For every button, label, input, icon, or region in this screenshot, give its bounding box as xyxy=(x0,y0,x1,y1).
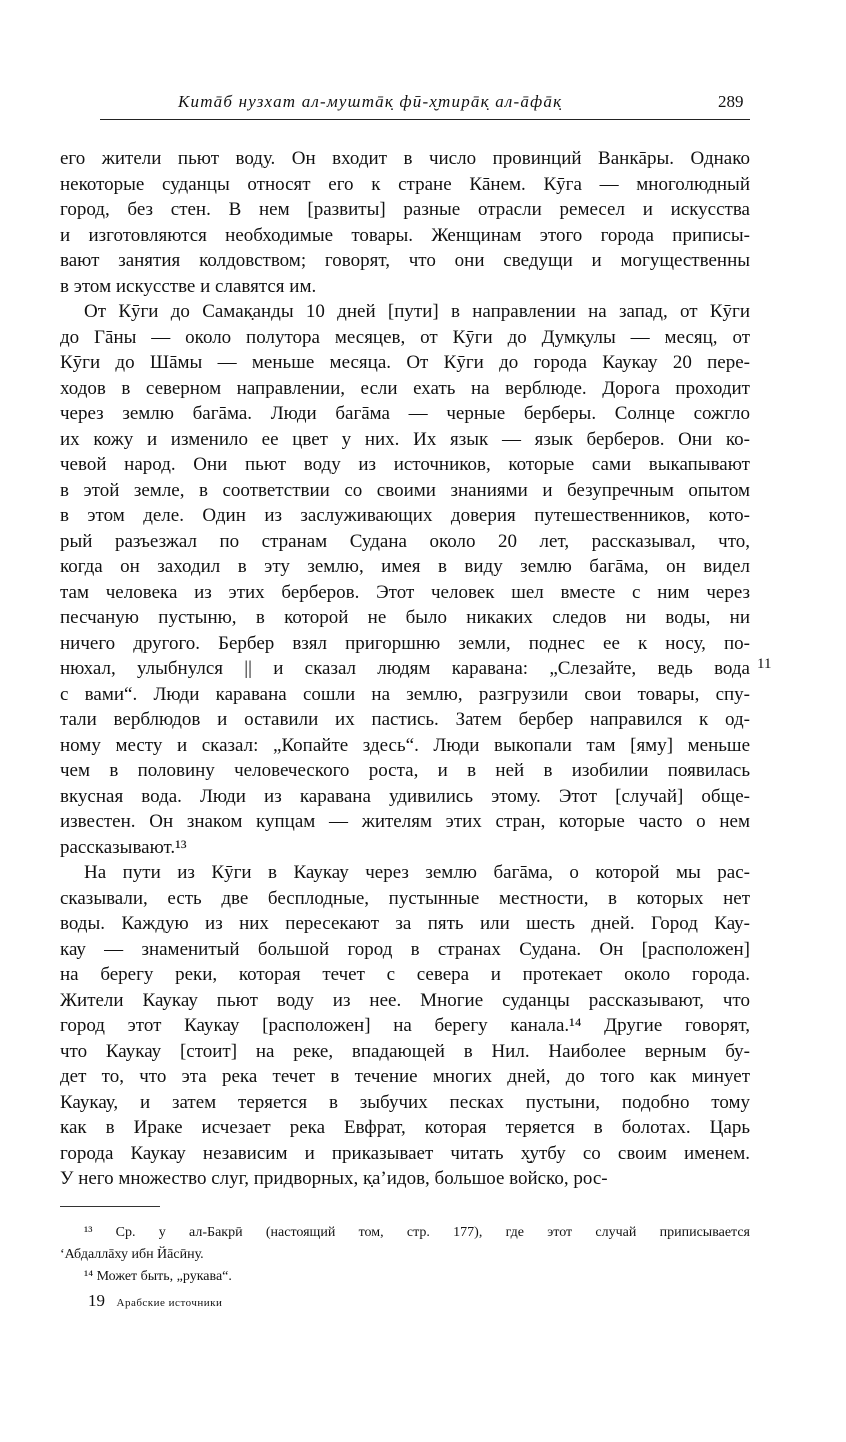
text-line: вают занятия колдовством; говорят, что они сведущи и могущественны xyxy=(60,250,750,271)
margin-page-marker: 11 xyxy=(757,656,772,672)
text-line: От Кӯги до Самак̣анды 10 дней [пути] в направлении на запад, от Кӯги xyxy=(84,301,750,322)
text-line: в этой земле, в соответствии со своими знаниями и безупречным опытом xyxy=(60,479,750,501)
text-line: У него множество слуг, придворных, к̣а’идов, большое войско, рос- xyxy=(60,1168,608,1189)
text-line: Каукау, и затем теряется в зыбучих песках пустыни, подобно тому xyxy=(60,1091,750,1113)
page-number: 289 xyxy=(718,92,744,111)
text-line: сказывали, есть две бесплодные, пустынные местности, в которых нет xyxy=(60,887,750,909)
text-line: некоторые суданцы относят его к стране Кāнем. Кӯга — многолюдный xyxy=(60,173,750,195)
footnote-line: ‘Абдаллāху ибн Йāсӣну. xyxy=(60,1247,204,1262)
text-line: Кӯги до Шāмы — меньше месяца. От Кӯги до города Каукау 20 пере- xyxy=(60,352,750,373)
header-rule xyxy=(100,119,750,120)
text-line: ничего другого. Бербер взял пригоршню земли, поднес ее к носу, по- xyxy=(60,632,750,654)
text-line: в этом искусстве и славятся им. xyxy=(60,275,317,297)
text-line: там человека из этих берберов. Этот человек шел вместе с ним через xyxy=(60,581,750,603)
footnote-rule xyxy=(60,1206,160,1207)
text-line: через землю багāма. Люди багāма — черные берберы. Солнце сожгло xyxy=(60,403,750,424)
text-line: рассказывают.¹³ xyxy=(60,836,187,858)
running-title: Китāб нузхат ал-муштāк̣ фӣ-х̮тирāк̣ ал-āфāк̣ xyxy=(178,92,563,111)
signature-number: 19 xyxy=(88,1291,105,1310)
text-line: воды. Каждую из них пересекают за пять или шесть дней. Город Кау- xyxy=(60,913,750,934)
text-line: чевой народ. Они пьют воду из источников, которые сами выкапывают xyxy=(60,454,750,475)
text-line: города Каукау независим и приказывает читать х̮утбу со своим именем. xyxy=(60,1142,750,1164)
text-line: как в Ираке исчезает река Евфрат, которая теряется в болотах. Царь xyxy=(60,1117,750,1138)
text-line: на берегу реки, которая течет с севера и протекает около города. xyxy=(60,964,750,985)
text-line: рый разъезжал по странам Судана около 20 лет, рассказывал, что, xyxy=(60,530,750,552)
text-line: нюхал, улыбнулся || и сказал людям каравана: „Слезайте, ведь вода xyxy=(60,658,750,679)
text-line: и изготовляются необходимые товары. Женщинам этого города приписы- xyxy=(60,224,750,246)
text-line: дет то, что эта река течет в течение многих дней, до того как минует xyxy=(60,1066,750,1087)
text-line: кау — знаменитый большой город в странах Судана. Он [расположен] xyxy=(60,938,750,960)
main-text xyxy=(60,146,750,1192)
printer-signature xyxy=(88,1291,222,1311)
text-line: ходов в северном направлении, если ехать на верблюде. Дорога проходит xyxy=(60,377,750,399)
text-line: в этом деле. Один из заслуживающих доверия путешественников, кото- xyxy=(60,505,750,526)
signature-text: Арабские источники xyxy=(116,1297,223,1309)
footnotes xyxy=(60,1222,750,1288)
text-line: чем в половину человеческого роста, и в ней в изобилии появилась xyxy=(60,760,750,781)
text-line: На пути из Кӯги в Каукау через землю багāма, о которой мы рас- xyxy=(84,862,750,883)
text-line: с вами“. Люди каравана сошли на землю, разгрузили свои товары, спу- xyxy=(60,683,750,705)
text-line: их кожу и изменило ее цвет у них. Их язык — язык берберов. Они ко- xyxy=(60,428,750,450)
text-line: известен. Он знаком купцам — жителям этих стран, которые часто о нем xyxy=(60,811,750,832)
text-line: ному месту и сказал: „Копайте здесь“. Люди выкопали там [яму] меньше xyxy=(60,734,750,756)
text-line: город, без стен. В нем [развиты] разные отрасли ремесел и искусства xyxy=(60,199,750,220)
footnote-line: ¹⁴ Может быть, „рукава“. xyxy=(84,1269,232,1284)
text-line: песчаную пустыню, в которой не было никаких следов ни воды, ни xyxy=(60,607,750,628)
text-line: когда он заходил в эту землю, имея в виду землю багāма, он видел xyxy=(60,556,750,577)
text-line: город этот Каукау [расположен] на берегу канала.¹⁴ Другие говорят, xyxy=(60,1015,750,1036)
text-line: Жители Каукау пьют воду из нее. Многие суданцы рассказывают, что xyxy=(60,989,750,1011)
text-line: вкусная вода. Люди из каравана удивились этому. Этот [случай] обще- xyxy=(60,785,750,807)
footnote-line: ¹³ Ср. у ал-Бакрӣ (настоящий том, стр. 177), где этот случай приписывается xyxy=(84,1225,750,1240)
text-line: до Гāны — около полутора месяцев, от Кӯги до Думк̣улы — месяц, от xyxy=(60,326,750,348)
text-line: его жители пьют воду. Он входит в число провинций Ванкāры. Однако xyxy=(60,148,750,169)
text-line: что Каукау [стоит] на реке, впадающей в Нил. Наиболее верным бу- xyxy=(60,1040,750,1062)
text-line: тали верблюдов и оставили их пастись. Затем бербер направился к од- xyxy=(60,709,750,730)
